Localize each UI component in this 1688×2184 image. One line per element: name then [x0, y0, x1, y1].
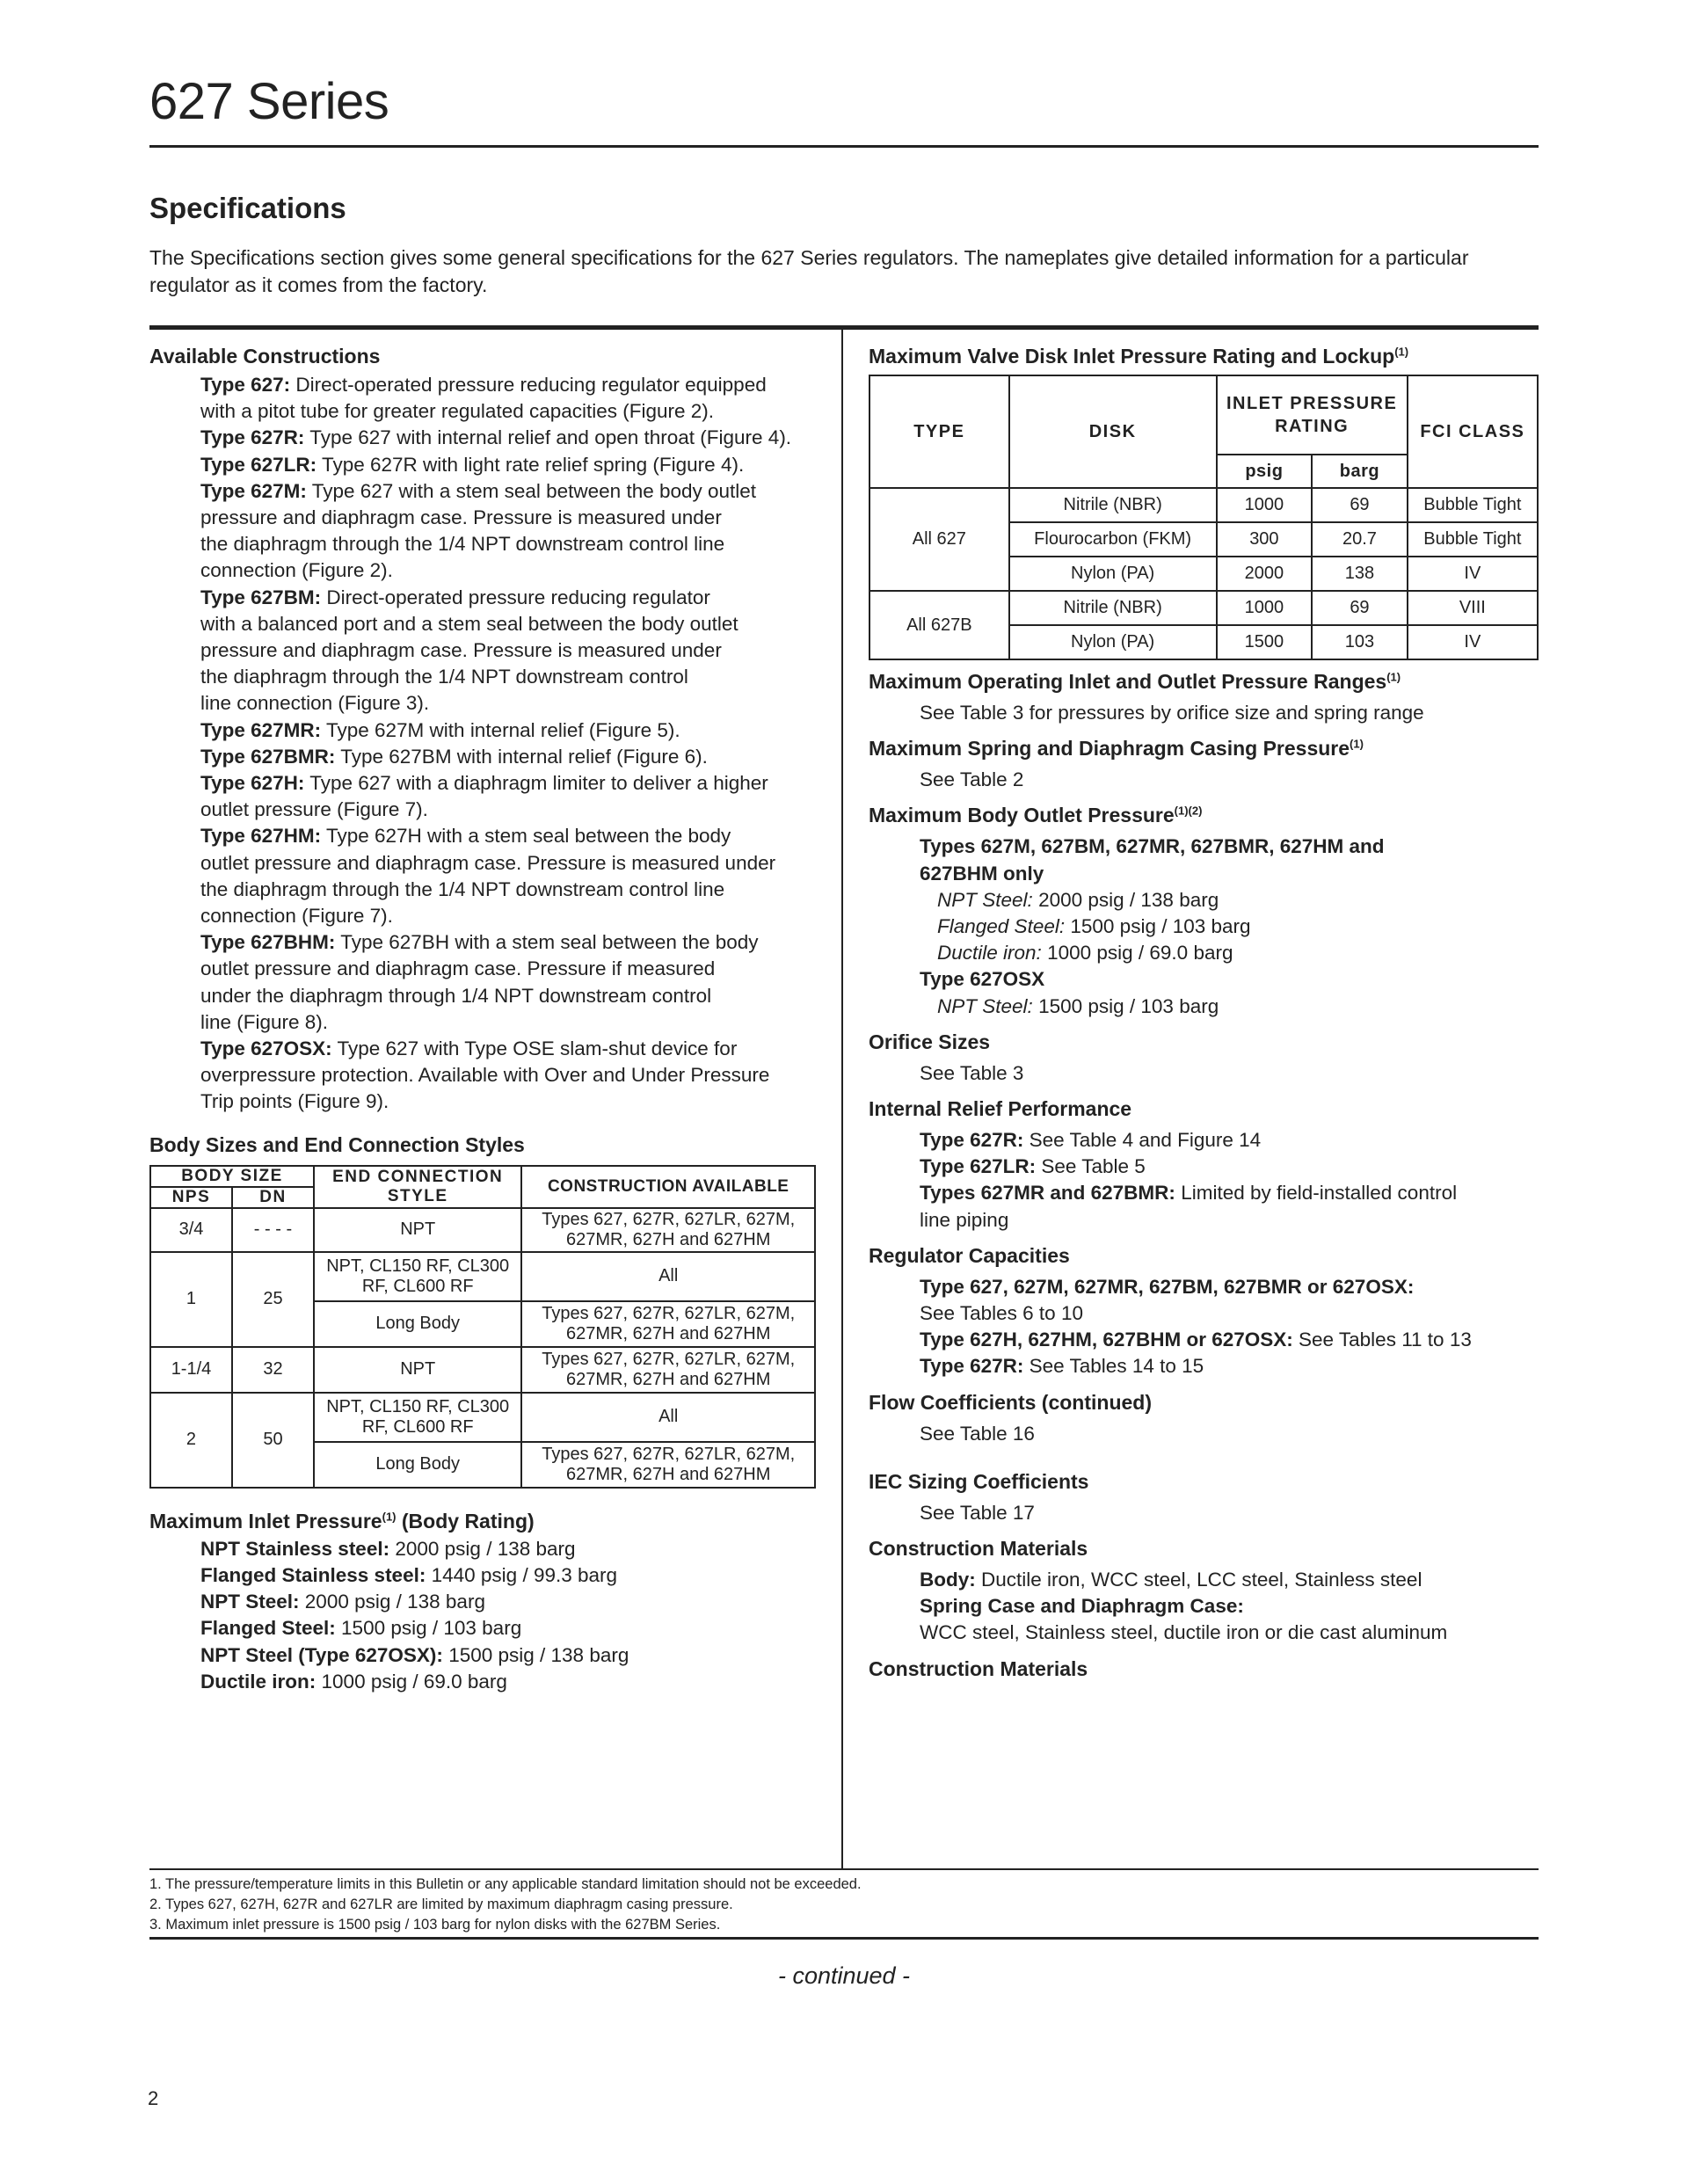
- cell-end: NPT: [314, 1347, 522, 1393]
- body-outlet-sub1-list: [869, 887, 1539, 967]
- construction-line: [200, 585, 826, 611]
- footnote-1: 1. The pressure/temperature limits in this Bulletin or any applicable standard limitation should not be exceeded.: [149, 1876, 862, 1892]
- body-outlet-sub1-line2: 627BHM only: [920, 862, 1044, 885]
- cell-end: NPT, CL150 RF, CL300 RF, CL600 RF: [314, 1252, 522, 1301]
- cell-end: NPT: [314, 1208, 522, 1252]
- cell-psig: 1500: [1217, 625, 1313, 659]
- max-inlet-item: [200, 1669, 826, 1695]
- max-inlet-list: [149, 1536, 826, 1695]
- cell-fci: Bubble Tight: [1408, 522, 1538, 557]
- th-disk: DISK: [1009, 375, 1217, 488]
- construction-type-label: Type 627BMR:: [200, 745, 336, 768]
- construction-line: [200, 664, 826, 690]
- flow-heading: Flow Coefficients (continued): [869, 1390, 1152, 1414]
- cell-psig: 1000: [1217, 488, 1313, 522]
- cell-barg: 103: [1312, 625, 1408, 659]
- capacities-line3: [869, 1327, 1539, 1353]
- cell-constr: All: [521, 1393, 815, 1442]
- relief-list: [869, 1127, 1539, 1207]
- cell-dn: 50: [232, 1393, 314, 1488]
- max-operating-heading: [869, 668, 1539, 695]
- construction-description: the diaphragm through the 1/4 NPT downstream control: [200, 666, 688, 688]
- construction-description: Type 627H with a stem seal between the body: [325, 825, 731, 848]
- max-spring-heading-text: Maximum Spring and Diaphragm Casing Pressure: [869, 737, 1350, 761]
- section-title: Specifications: [149, 192, 346, 224]
- relief-item: [920, 1127, 1539, 1154]
- cell-disk: Nitrile (NBR): [1009, 488, 1217, 522]
- max-inlet-item: [200, 1642, 826, 1669]
- orifice-heading: Orifice Sizes: [869, 1030, 991, 1053]
- construction-description: Type 627R with light rate relief spring (Figure 4).: [321, 453, 745, 476]
- max-inlet-value: 2000 psig / 138 barg: [395, 1537, 576, 1560]
- table-row: [869, 591, 1538, 625]
- header-rule: [149, 145, 1539, 148]
- outlet-item-label: NPT Steel:: [937, 888, 1033, 911]
- construction-line: [200, 505, 826, 531]
- construction-type-label: Type 627H:: [200, 772, 305, 795]
- cell-fci: IV: [1408, 557, 1538, 591]
- relief-item-value: See Table 4 and Figure 14: [1029, 1129, 1262, 1152]
- cell-end: NPT, CL150 RF, CL300 RF, CL600 RF: [314, 1393, 522, 1442]
- cell-psig: 300: [1217, 522, 1313, 557]
- capacities-line4: [869, 1353, 1539, 1380]
- cell-dn: 32: [232, 1347, 314, 1393]
- max-spring-text: See Table 2: [920, 768, 1024, 791]
- valve-disk-heading: [869, 343, 1539, 369]
- valve-disk-footnote-ref: (1): [1394, 345, 1409, 359]
- body-sizes-table: [149, 1165, 816, 1489]
- max-spring-heading: [869, 735, 1539, 761]
- cell-fci: VIII: [1408, 591, 1538, 625]
- max-body-outlet-heading: [869, 802, 1539, 828]
- construction-line: [200, 1036, 826, 1062]
- valve-disk-table: [869, 375, 1539, 660]
- iec-text: See Table 17: [920, 1501, 1035, 1524]
- cell-psig: 1000: [1217, 591, 1313, 625]
- construction-description: Direct-operated pressure reducing regulator: [326, 586, 710, 608]
- construction-description: outlet pressure (Figure 7).: [200, 798, 428, 821]
- cell-fci: Bubble Tight: [1408, 488, 1538, 522]
- max-inlet-heading: [149, 1508, 826, 1534]
- capacities-heading: Regulator Capacities: [869, 1243, 1070, 1267]
- cell-nps: 1-1/4: [150, 1347, 232, 1393]
- max-inlet-label: NPT Steel:: [200, 1591, 300, 1613]
- cell-nps: 3/4: [150, 1208, 232, 1252]
- construction-description: outlet pressure and diaphragm case. Pressure if measured: [200, 957, 716, 980]
- max-body-outlet-footnote-ref: (1)(2): [1174, 804, 1203, 818]
- capacities-line2: See Tables 6 to 10: [920, 1302, 1083, 1325]
- th-nps: NPS: [150, 1187, 232, 1208]
- materials-body-label: Body:: [920, 1569, 976, 1591]
- max-body-outlet-heading-text: Maximum Body Outlet Pressure: [869, 804, 1175, 827]
- footnote-rule-top: [149, 1868, 1539, 1870]
- construction-description: connection (Figure 7).: [200, 905, 393, 928]
- table-row: [869, 488, 1538, 522]
- footnotes: [149, 1875, 1539, 1935]
- capacities-line4-label: Type 627R:: [920, 1355, 1024, 1378]
- relief-item-label: Type 627LR:: [920, 1155, 1037, 1178]
- cell-fci: IV: [1408, 625, 1538, 659]
- outlet-item-label: Flanged Steel:: [937, 915, 1066, 938]
- construction-description: with a pitot tube for greater regulated capacities (Figure 2).: [200, 400, 715, 423]
- materials-spring-label: Spring Case and Diaphragm Case:: [920, 1595, 1244, 1618]
- outlet-item: [937, 940, 1539, 966]
- body-outlet-sub1-line1: Types 627M, 627BM, 627MR, 627BMR, 627HM and: [920, 835, 1385, 858]
- relief-item-label: Type 627R:: [920, 1129, 1024, 1152]
- max-inlet-item: [200, 1615, 826, 1642]
- cell-constr: Types 627, 627R, 627LR, 627M, 627MR, 627H and 627HM: [521, 1347, 815, 1393]
- th-psig: psig: [1217, 455, 1313, 488]
- outlet-item: [937, 994, 1539, 1020]
- materials-heading: Construction Materials: [869, 1537, 1088, 1561]
- construction-line: [200, 823, 826, 849]
- max-inlet-heading-suffix: (Body Rating): [396, 1509, 535, 1532]
- relief-item: [920, 1180, 1539, 1206]
- construction-line: [200, 398, 826, 425]
- orifice-text: See Table 3: [920, 1061, 1024, 1084]
- section-intro: The Specifications section gives some general specifications for the 627 Series regulators. The nameplates give detailed information for a particular regulator as it comes from the factory.: [149, 246, 1469, 296]
- cell-barg: 20.7: [1312, 522, 1408, 557]
- cell-barg: 138: [1312, 557, 1408, 591]
- cell-barg: 69: [1312, 591, 1408, 625]
- th-construction: CONSTRUCTION AVAILABLE: [521, 1166, 815, 1208]
- construction-line: [200, 478, 826, 505]
- max-inlet-item: [200, 1536, 826, 1562]
- construction-line: [200, 452, 826, 478]
- construction-line: [200, 744, 826, 770]
- max-inlet-value: 1500 psig / 138 barg: [448, 1643, 629, 1666]
- relief-item-label: Types 627MR and 627BMR:: [920, 1182, 1175, 1205]
- section-rule: [149, 325, 1539, 330]
- flow-text: See Table 16: [920, 1422, 1035, 1445]
- materials-spring-value: WCC steel, Stainless steel, ductile iron or die cast aluminum: [920, 1621, 1448, 1644]
- construction-line: [200, 531, 826, 557]
- right-column: [869, 343, 1539, 1682]
- construction-description: line connection (Figure 3).: [200, 692, 430, 715]
- capacities-line3-label: Type 627H, 627HM, 627BHM or 627OSX:: [920, 1329, 1293, 1351]
- construction-line: [200, 956, 826, 982]
- construction-line: [200, 717, 826, 744]
- outlet-item-label: Ductile iron:: [937, 942, 1042, 965]
- outlet-item-value: 1000 psig / 69.0 barg: [1047, 942, 1233, 965]
- th-barg: barg: [1312, 455, 1408, 488]
- relief-item-value: Limited by field-installed control: [1181, 1182, 1458, 1205]
- max-inlet-label: NPT Stainless steel:: [200, 1537, 390, 1560]
- construction-line: [200, 929, 826, 956]
- body-outlet-sub2-label: Type 627OSX: [920, 968, 1045, 991]
- body-sizes-heading: Body Sizes and End Connection Styles: [149, 1132, 525, 1156]
- th-dn: DN: [232, 1187, 314, 1208]
- construction-description: with a balanced port and a stem seal between the body outlet: [200, 612, 738, 635]
- th-inlet-rating: INLET PRESSURE RATING: [1217, 375, 1408, 455]
- cell-end: Long Body: [314, 1442, 522, 1488]
- max-inlet-label: Flanged Steel:: [200, 1617, 336, 1640]
- relief-cont: line piping: [920, 1208, 1009, 1231]
- construction-description: Type 627 with Type OSE slam-shut device for: [337, 1037, 738, 1060]
- construction-type-label: Type 627BM:: [200, 586, 322, 608]
- construction-type-label: Type 627HM:: [200, 825, 322, 848]
- footnote-rule-bottom: [149, 1937, 1539, 1940]
- capacities-line4-value: See Tables 14 to 15: [1029, 1355, 1204, 1378]
- available-constructions-heading: Available Constructions: [149, 345, 381, 368]
- construction-type-label: Type 627MR:: [200, 718, 322, 741]
- construction-description: pressure and diaphragm case. Pressure is measured under: [200, 506, 722, 529]
- construction-type-label: Type 627R:: [200, 426, 305, 449]
- cell-constr: Types 627, 627R, 627LR, 627M, 627MR, 627H and 627HM: [521, 1301, 815, 1347]
- continued-label: - continued -: [777, 1962, 911, 1989]
- outlet-item-value: 2000 psig / 138 barg: [1038, 888, 1219, 911]
- max-operating-footnote-ref: (1): [1386, 670, 1401, 684]
- materials-body-value: Ductile iron, WCC steel, LCC steel, Stainless steel: [981, 1569, 1422, 1591]
- construction-description: outlet pressure and diaphragm case. Pressure is measured under: [200, 851, 776, 874]
- capacities-line3-value: See Tables 11 to 13: [1299, 1329, 1472, 1351]
- materials-body: [869, 1567, 1539, 1593]
- capacities-line1: Type 627, 627M, 627MR, 627BM, 627BMR or 627OSX:: [920, 1275, 1415, 1298]
- max-spring-footnote-ref: (1): [1350, 737, 1364, 751]
- construction-description: the diaphragm through the 1/4 NPT downstream control line: [200, 877, 725, 900]
- th-body-size: BODY SIZE: [150, 1166, 314, 1187]
- construction-line: [200, 770, 826, 797]
- max-inlet-value: 1000 psig / 69.0 barg: [321, 1670, 507, 1693]
- cell-end: Long Body: [314, 1301, 522, 1347]
- construction-line: [200, 877, 826, 903]
- construction-description: Type 627BH with a stem seal between the body: [340, 931, 759, 954]
- th-type: TYPE: [869, 375, 1009, 488]
- cell-type: All 627B: [869, 591, 1009, 659]
- relief-item-value: See Table 5: [1041, 1155, 1146, 1178]
- cell-dn: 25: [232, 1252, 314, 1347]
- construction-description: line (Figure 8).: [200, 1010, 329, 1033]
- cell-type: All 627: [869, 488, 1009, 591]
- cell-disk: Nylon (PA): [1009, 557, 1217, 591]
- cell-disk: Flourocarbon (FKM): [1009, 522, 1217, 557]
- construction-description: Direct-operated pressure reducing regulator equipped: [295, 374, 767, 396]
- construction-line: [200, 1088, 826, 1115]
- th-fci-class: FCI CLASS: [1408, 375, 1538, 488]
- construction-description: Type 627 with a stem seal between the body outlet: [311, 479, 757, 502]
- construction-line: [200, 1062, 826, 1088]
- max-operating-text: See Table 3 for pressures by orifice size and spring range: [920, 702, 1424, 724]
- construction-description: Type 627M with internal relief (Figure 5).: [325, 718, 680, 741]
- footnote-2: 2. Types 627, 627H, 627R and 627LR are limited by maximum diaphragm casing pressure.: [149, 1896, 733, 1912]
- outlet-item-label: NPT Steel:: [937, 994, 1033, 1017]
- construction-description: Trip points (Figure 9).: [200, 1090, 389, 1113]
- footnote-3: 3. Maximum inlet pressure is 1500 psig / 103 barg for nylon disks with the 627BM Series.: [149, 1917, 721, 1933]
- max-operating-heading-text: Maximum Operating Inlet and Outlet Pressure Ranges: [869, 670, 1387, 693]
- cell-dn: - - - -: [232, 1208, 314, 1252]
- outlet-item: [937, 887, 1539, 914]
- construction-description: under the diaphragm through 1/4 NPT downstream control: [200, 984, 712, 1007]
- page-number: 2: [148, 2087, 159, 2109]
- relief-item: [920, 1154, 1539, 1180]
- materials2-heading: Construction Materials: [869, 1656, 1088, 1680]
- construction-description: overpressure protection. Available with Over and Under Pressure: [200, 1064, 770, 1087]
- construction-type-label: Type 627M:: [200, 479, 307, 502]
- construction-type-label: Type 627OSX:: [200, 1037, 332, 1060]
- left-column: [149, 343, 826, 1695]
- constructions-list: [149, 372, 826, 1116]
- cell-nps: 2: [150, 1393, 232, 1488]
- construction-line: [200, 611, 826, 637]
- iec-heading: IEC Sizing Coefficients: [869, 1469, 1089, 1493]
- max-inlet-label: NPT Steel (Type 627OSX):: [200, 1643, 443, 1666]
- construction-description: Type 627 with a diaphragm limiter to deliver a higher: [309, 772, 768, 795]
- construction-type-label: Type 627LR:: [200, 453, 317, 476]
- max-inlet-value: 2000 psig / 138 barg: [304, 1591, 485, 1613]
- construction-line: [200, 557, 826, 584]
- cell-nps: 1: [150, 1252, 232, 1347]
- outlet-item-value: 1500 psig / 103 barg: [1038, 994, 1219, 1017]
- outlet-item: [937, 914, 1539, 940]
- construction-description: Type 627BM with internal relief (Figure 6).: [340, 745, 708, 768]
- column-divider: [841, 330, 843, 1868]
- cell-disk: Nitrile (NBR): [1009, 591, 1217, 625]
- construction-line: [200, 983, 826, 1009]
- construction-line: [200, 797, 826, 823]
- max-inlet-label: Flanged Stainless steel:: [200, 1563, 426, 1586]
- construction-line: [200, 690, 826, 717]
- max-inlet-item: [200, 1562, 826, 1589]
- outlet-item-value: 1500 psig / 103 barg: [1070, 915, 1251, 938]
- cell-disk: Nylon (PA): [1009, 625, 1217, 659]
- construction-description: connection (Figure 2).: [200, 559, 393, 582]
- construction-description: the diaphragm through the 1/4 NPT downstream control line: [200, 533, 725, 556]
- construction-type-label: Type 627BHM:: [200, 931, 336, 954]
- cell-constr: Types 627, 627R, 627LR, 627M, 627MR, 627H and 627HM: [521, 1442, 815, 1488]
- max-inlet-item: [200, 1589, 826, 1615]
- max-inlet-heading-text: Maximum Inlet Pressure: [149, 1509, 382, 1532]
- construction-line: [200, 637, 826, 664]
- construction-line: [200, 372, 826, 398]
- relief-heading: Internal Relief Performance: [869, 1097, 1132, 1121]
- construction-description: Type 627 with internal relief and open throat (Figure 4).: [309, 426, 792, 449]
- construction-type-label: Type 627:: [200, 374, 291, 396]
- body-outlet-sub2-list: [869, 994, 1539, 1020]
- cell-constr: All: [521, 1252, 815, 1301]
- cell-psig: 2000: [1217, 557, 1313, 591]
- valve-disk-heading-text: Maximum Valve Disk Inlet Pressure Rating and Lockup: [869, 345, 1395, 368]
- construction-line: [200, 425, 826, 451]
- construction-description: pressure and diaphragm case. Pressure is measured under: [200, 639, 722, 662]
- construction-line: [200, 850, 826, 877]
- construction-line: [200, 1009, 826, 1036]
- construction-line: [200, 903, 826, 929]
- max-inlet-value: 1500 psig / 103 barg: [341, 1617, 522, 1640]
- cell-barg: 69: [1312, 488, 1408, 522]
- page-title: 627 Series: [149, 73, 389, 130]
- max-inlet-value: 1440 psig / 99.3 barg: [431, 1563, 618, 1586]
- th-end-connection: END CONNECTION STYLE: [314, 1166, 522, 1208]
- cell-constr: Types 627, 627R, 627LR, 627M, 627MR, 627H and 627HM: [521, 1208, 815, 1252]
- max-inlet-label: Ductile iron:: [200, 1670, 316, 1693]
- max-inlet-footnote-ref: (1): [382, 1510, 397, 1524]
